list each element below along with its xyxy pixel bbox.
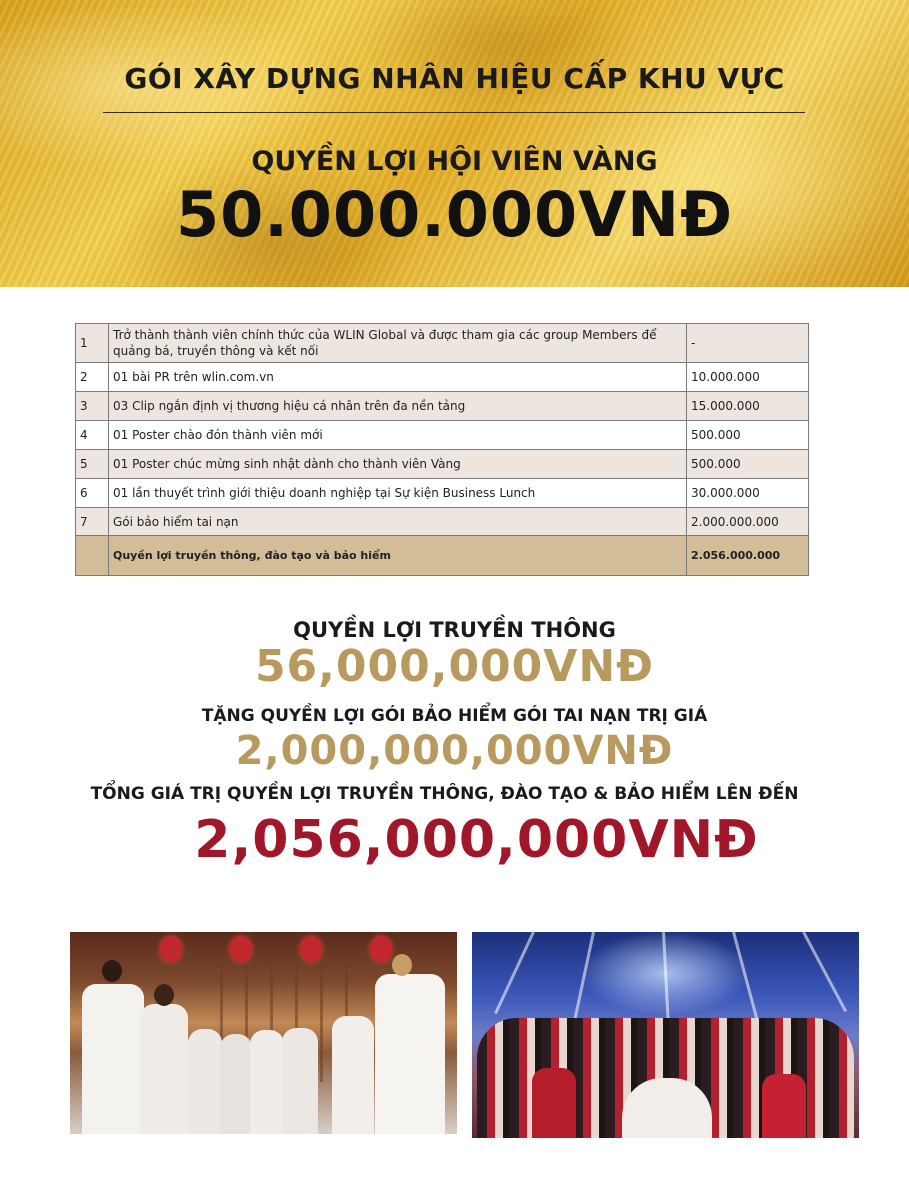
row-item: Gói bảo hiểm tai nạn bbox=[109, 508, 687, 536]
insurance-benefit-label: TẶNG QUYỀN LỢI GÓI BẢO HIỂM GÓI TAI NẠN TRỊ GIÁ bbox=[201, 706, 708, 726]
membership-tier-title: QUYỀN LỢI HỘI VIÊN VÀNG bbox=[251, 146, 658, 177]
event-photo-stage bbox=[472, 932, 859, 1138]
row-number: 3 bbox=[76, 392, 109, 421]
row-number: 4 bbox=[76, 421, 109, 450]
row-item: 01 Poster chào đón thành viên mới bbox=[109, 421, 687, 450]
media-benefit-label: QUYỀN LỢI TRUYỀN THÔNG bbox=[293, 618, 616, 642]
row-item: Trở thành thành viên chính thức của WLIN Global và được tham gia các group Members để quảng bá, truyền thông và kết nối bbox=[109, 324, 687, 363]
row-item: 01 bài PR trên wlin.com.vn bbox=[109, 363, 687, 392]
total-benefit-label: TỔNG GIÁ TRỊ QUYỀN LỢI TRUYỀN THÔNG, ĐÀO TẠO & BẢO HIỂM LÊN ĐẾN bbox=[90, 784, 799, 804]
table-total-row bbox=[76, 536, 809, 576]
row-number bbox=[76, 536, 109, 576]
row-value: 500.000 bbox=[687, 421, 809, 450]
table-row bbox=[76, 479, 809, 508]
membership-price: 50.000.000VNĐ bbox=[175, 178, 734, 251]
total-value: 2.056.000.000 bbox=[687, 536, 809, 576]
package-title: GÓI XÂY DỰNG NHÂN HIỆU CẤP KHU VỰC bbox=[124, 62, 785, 95]
row-value: - bbox=[687, 324, 809, 363]
table-row bbox=[76, 421, 809, 450]
row-item: 01 Poster chúc mừng sinh nhật dành cho thành viên Vàng bbox=[109, 450, 687, 479]
total-benefit-value: 2,056,000,000VNĐ bbox=[194, 810, 759, 870]
event-photo-members bbox=[70, 932, 457, 1134]
row-value: 2.000.000.000 bbox=[687, 508, 809, 536]
table-row bbox=[76, 392, 809, 421]
row-value: 10.000.000 bbox=[687, 363, 809, 392]
row-value: 30.000.000 bbox=[687, 479, 809, 508]
gold-banner bbox=[0, 0, 909, 287]
row-value: 500.000 bbox=[687, 450, 809, 479]
table-row bbox=[76, 450, 809, 479]
row-item: 01 lần thuyết trình giới thiệu doanh nghiệp tại Sự kiện Business Lunch bbox=[109, 479, 687, 508]
table-row bbox=[76, 363, 809, 392]
table-row bbox=[76, 508, 809, 536]
row-value: 15.000.000 bbox=[687, 392, 809, 421]
row-number: 5 bbox=[76, 450, 109, 479]
row-item: 03 Clip ngắn định vị thương hiệu cá nhân trên đa nền tảng bbox=[109, 392, 687, 421]
row-number: 6 bbox=[76, 479, 109, 508]
row-number: 7 bbox=[76, 508, 109, 536]
total-label: Quyền lợi truyền thông, đào tạo và bảo hiểm bbox=[109, 536, 687, 576]
media-benefit-value: 56,000,000VNĐ bbox=[254, 641, 655, 692]
benefits-table bbox=[75, 323, 809, 576]
row-number: 2 bbox=[76, 363, 109, 392]
title-divider bbox=[103, 112, 805, 113]
table-row bbox=[76, 324, 809, 363]
insurance-benefit-value: 2,000,000,000VNĐ bbox=[235, 728, 674, 774]
row-number: 1 bbox=[76, 324, 109, 363]
